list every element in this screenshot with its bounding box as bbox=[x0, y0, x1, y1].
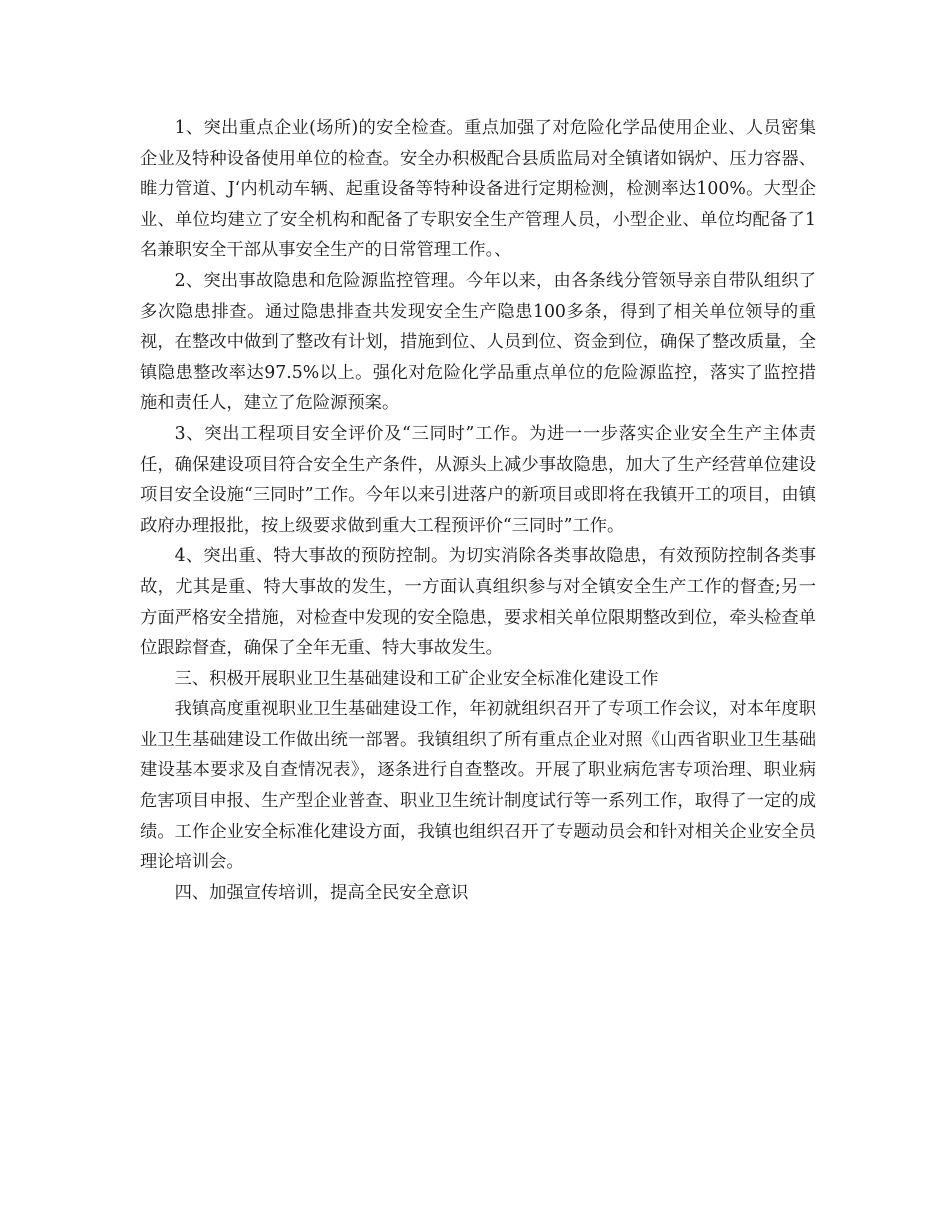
paragraph-item-1: 1、突出重点企业(场所)的安全检查。重点加强了对危险化学品使用企业、人员密集企业及特种设备使用单位的检查。安全办积极配合县质监局对全镇诸如锅炉、压力容器、睢力管道、J‘内机动车辆、起重设备等特种设备进行定期检测，检测率达100%。大型企业、单位均建立了安全机构和配备了专职安全生产管理人员，小型企业、单位均配备了1名兼职安全干部从事安全生产的日常管理工作。、 bbox=[140, 118, 816, 261]
paragraph-item-4: 4、突出重、特大事故的预防控制。为切实消除各类事故隐患，有效预防控制各类事故，尤其是重、特大事故的发生，一方面认真组织参与对全镇安全生产工作的督查;另一方面严格安全措施，对检查中发现的安全隐患，要求相关单位限期整改到位，牵头检查单位跟踪督查，确保了全年无重、特大事故发生。 bbox=[140, 546, 816, 659]
document-body bbox=[140, 113, 816, 908]
section-heading-four: 四、加强宣传培训，提高全民安全意识 bbox=[174, 882, 469, 903]
paragraph-item-2: 2、突出事故隐患和危险源监控管理。今年以来，由各条线分管领导亲自带队组织了多次隐患排查。通过隐患排查共发现安全生产隐患100多条，得到了相关单位领导的重视，在整改中做到了整改有计划，措施到位、人员到位、资金到位，确保了整改质量，全镇隐患整改率达97.5%以上。强化对危险化学品重点单位的危险源监控，落实了监控措施和责任人，建立了危险源预案。 bbox=[140, 270, 816, 414]
paragraph-item-3: 3、突出工程项目安全评价及“三同时”工作。为进一一步落实企业安全生产主体责任，确保建设项目符合安全生产条件，从源头上减少事故隐患，加大了生产经营单位建设项目安全设施“三同时”工作。今年以来引进落户的新项目或即将在我镇开工的项目，由镇政府办理报批，按上级要求做到重大工程预评价“三同时”工作。 bbox=[140, 423, 816, 536]
paragraph-occupational-health: 我镇高度重视职业卫生基础建设工作，年初就组织召开了专项工作会议，对本年度职业卫生基础建设工作做出统一部署。我镇组织了所有重点企业对照《山西省职业卫生基础建设基本要求及自查情况表》，逐条进行自查整改。开展了职业病危害专项治理、职业病危害项目申报、生产型企业普查、职业卫生统计制度试行等一系列工作，取得了一定的成绩。工作企业安全标准化建设方面，我镇也组织召开了专题动员会和针对相关企业安全员理论培训会。 bbox=[140, 699, 816, 873]
section-heading-three: 三、积极开展职业卫生基础建设和工矿企业安全标准化建设工作 bbox=[174, 668, 659, 689]
